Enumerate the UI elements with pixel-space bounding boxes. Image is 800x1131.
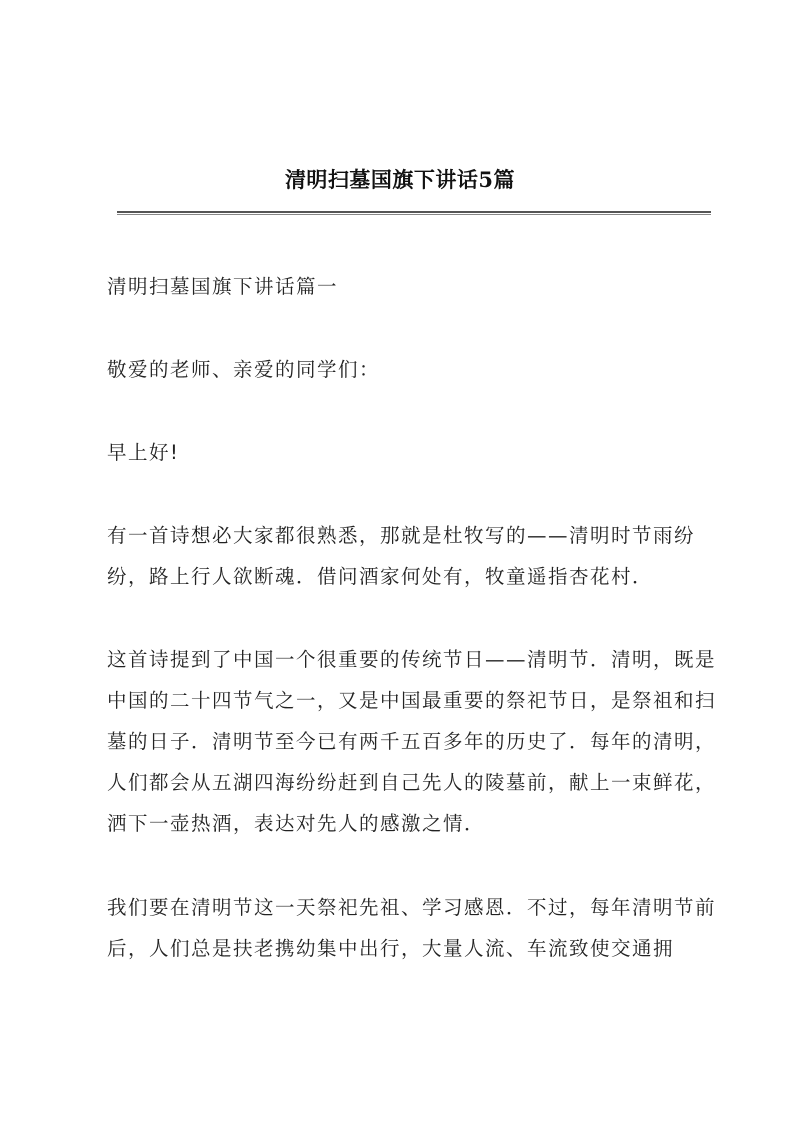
document-title: 清明扫墓国旗下讲话5篇 (284, 167, 516, 192)
body-paragraph (107, 639, 717, 844)
title-divider (117, 211, 711, 213)
paragraph: 有一首诗想必大家都很熟悉，那就是杜牧写的——清明时节雨纷纷，路上行人欲断魂．借问酒家何处有，牧童遥指杏花村． (107, 524, 696, 588)
body-paragraph (107, 515, 717, 597)
body-paragraph (107, 887, 717, 969)
salutation (107, 349, 717, 390)
greeting (107, 432, 717, 473)
paragraph: 这首诗提到了中国一个很重要的传统节日——清明节．清明，既是中国的二十四节气之一，又是中国最重要的祭祀节日，是祭祖和扫墓的日子．清明节至今已有两千五百多年的历史了．每年的清明，人们都会从五湖四海纷纷赶到自己先人的陵墓前，献上一束鲜花，洒下一壶热酒，表达对先人的感激之情． (107, 648, 717, 835)
paragraph: 清明扫墓国旗下讲话篇一 (107, 275, 339, 298)
paragraph: 我们要在清明节这一天祭祀先祖、学习感恩．不过，每年清明节前后，人们总是扶老携幼集中出行，大量人流、车流致使交通拥 (107, 896, 717, 960)
paragraph: 早上好! (107, 441, 180, 464)
title-divider-thin (117, 214, 711, 215)
paragraph: 敬爱的老师、亲爱的同学们： (107, 358, 381, 381)
section-heading (107, 266, 717, 307)
